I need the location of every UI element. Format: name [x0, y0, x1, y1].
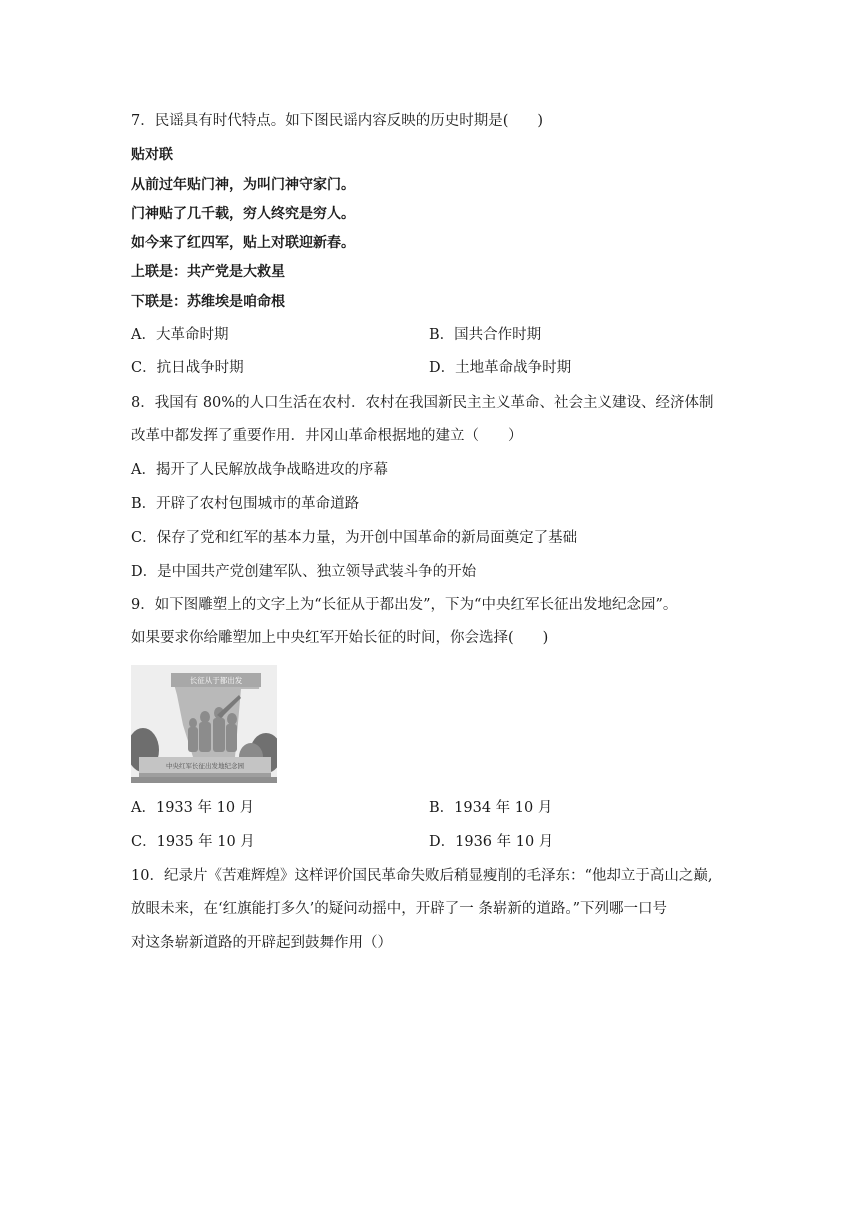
q7-option-d: D．土地革命战争时期 [429, 360, 572, 376]
q10-stem-line1: 10．纪录片《苦难辉煌》这样评价国民革命失败后稍显瘦削的毛泽东：“他却立于高山之巅, [131, 868, 713, 884]
q9-option-c: C．1935 年 10 月 [131, 834, 255, 850]
q8-option-a: A．揭开了人民解放战争战略进攻的序幕 [131, 462, 388, 478]
q7-poem-title: 贴对联 [131, 147, 173, 163]
q9-option-d: D．1936 年 10 月 [429, 834, 554, 850]
q9-option-b: B．1934 年 10 月 [429, 800, 553, 816]
q9-stem-line2: 如果要求你给雕塑加上中央红军开始长征的时间，你会选择( ) [131, 630, 549, 646]
q8-stem-line2: 改革中都发挥了重要作用．井冈山革命根据地的建立（ ） [131, 428, 523, 444]
q10-stem-line2: 放眼未来，在‘红旗能打多久’的疑问动摇中，开辟了一 条崭新的道路。”下列哪一口号 [131, 901, 667, 917]
q7-poem-line: 下联是：苏维埃是咱命根 [131, 294, 285, 310]
q9-option-a: A．1933 年 10 月 [131, 800, 255, 816]
q7-poem-line: 门神贴了几千载，穷人终究是穷人。 [131, 206, 355, 222]
monument-bottom-text: 中央红军长征出发地纪念园 [166, 762, 244, 770]
q7-option-a: A．大革命时期 [131, 327, 229, 343]
q7-poem-line: 上联是：共产党是大救星 [131, 264, 285, 280]
q8-option-b: B．开辟了农村包围城市的革命道路 [131, 496, 360, 512]
q7-stem: 7．民谣具有时代特点。如下图民谣内容反映的历史时期是( ) [131, 113, 544, 129]
q9-stem-line1: 9．如下图雕塑上的文字上为“长征从于都出发”，下为“中央红军长征出发地纪念园”。 [131, 597, 678, 613]
monument-photo [131, 665, 277, 783]
q10-stem-line3: 对这条崭新道路的开辟起到鼓舞作用（） [131, 935, 392, 951]
q7-poem-line: 从前过年贴门神，为叫门神守家门。 [131, 177, 355, 193]
q8-stem-line1: 8．我国有 80%的人口生活在农村．农村在我国新民主主义革命、社会主义建设、经济体制 [131, 395, 714, 411]
q7-option-c: C．抗日战争时期 [131, 360, 244, 376]
q7-option-b: B．国共合作时期 [429, 327, 542, 343]
q8-option-c: C．保存了党和红军的基本力量，为开创中国革命的新局面奠定了基础 [131, 530, 578, 546]
monument-top-text: 长征从于都出发 [189, 676, 243, 685]
q7-poem-line: 如今来了红四军，贴上对联迎新春。 [131, 235, 355, 251]
q8-option-d: D．是中国共产党创建军队、独立领导武装斗争的开始 [131, 564, 477, 580]
